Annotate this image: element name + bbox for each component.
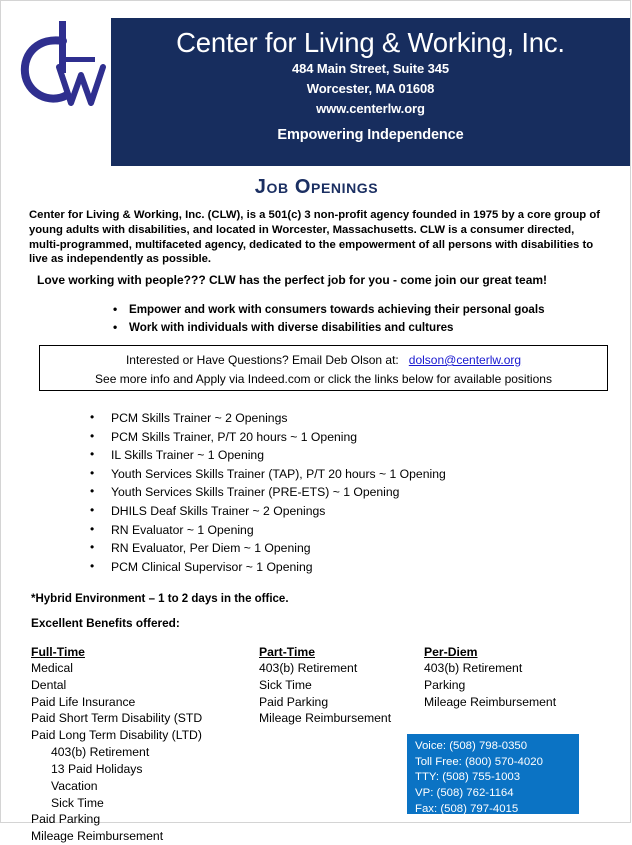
list-item: • Work with individuals with diverse disabilities and cultures — [111, 319, 611, 337]
list-item: Sick Time — [51, 795, 104, 810]
list-item: 13 Paid Holidays — [51, 761, 143, 776]
list-item: 403(b) Retirement — [424, 661, 523, 675]
organization-name: Center for Living & Working, Inc. — [176, 27, 565, 58]
list-item: Paid Long Term Disability (LTD) — [31, 728, 202, 743]
contact-email-prefix: Interested or Have Questions? Email Deb Olson at: — [125, 353, 399, 367]
list-item: Parking — [424, 677, 466, 692]
list-item: • Empower and work with consumers towards achieving their personal goals — [111, 301, 611, 319]
page-title: Job Openings — [254, 176, 379, 198]
duties-list — [111, 301, 611, 337]
column-heading: Full-Time — [31, 645, 85, 659]
list-item: Paid Short Term Disability (STD — [31, 711, 203, 726]
header-banner — [111, 18, 630, 166]
phone-tty: TTY: (508) 755-1003 — [415, 771, 521, 784]
list-item: Paid Parking — [259, 694, 329, 709]
list-item: Mileage Reimbursement — [31, 829, 164, 844]
list-item: 403(b) Retirement — [259, 661, 358, 675]
apply-instructions: See more info and Apply via Indeed.com or click the links below for available positions — [95, 371, 552, 386]
column-heading: Per-Diem — [424, 645, 478, 659]
job-opening-item[interactable]: • Youth Services Skills Trainer (PRE-ETS) ~ 1 Opening — [86, 483, 606, 502]
list-item: Paid Parking — [31, 812, 101, 827]
address-line-1: 484 Main Street, Suite 345 — [291, 60, 450, 76]
list-item: Paid Life Insurance — [31, 694, 136, 709]
tagline: Empowering Independence — [277, 127, 464, 144]
list-item: Mileage Reimbursement — [424, 694, 557, 709]
list-item: Medical — [31, 661, 73, 675]
phone-voice: Voice: (508) 798-0350 — [415, 740, 528, 752]
job-openings-list — [86, 409, 606, 576]
benefits-list — [424, 660, 604, 710]
job-opening-item[interactable]: • RN Evaluator, Per Diem ~ 1 Opening — [86, 539, 606, 558]
hook-line: Love working with people??? CLW has the perfect job for you - come join our great team! — [37, 273, 548, 287]
clw-logo-icon — [15, 17, 109, 113]
intro-paragraph: Center for Living & Working, Inc. (CLW), is a 501(c) 3 non-profit agency founded in 1975 by a core group of young adults with disabilities, and located in Worcester, Massachusetts. CLW is a consumer directed, multi-programmed, multifaceted agency, dedicated to the empowerment of all persons with disabilities to live as independently as possible. — [29, 209, 600, 266]
phone-fax: Fax: (508) 797-4015 — [415, 802, 519, 815]
list-item: Mileage Reimbursement — [259, 711, 392, 726]
benefits-column-part-time — [259, 645, 424, 727]
phone-toll-free: Toll Free: (800) 570-4020 — [415, 755, 543, 768]
list-item: 403(b) Retirement — [51, 745, 150, 760]
column-heading: Part-Time — [259, 645, 315, 659]
job-opening-item[interactable]: • RN Evaluator ~ 1 Opening — [86, 521, 606, 540]
email-link[interactable]: dolson@centerlw.org — [408, 353, 522, 367]
job-opening-item[interactable]: • DHILS Deaf Skills Trainer ~ 2 Openings — [86, 502, 606, 521]
job-opening-item[interactable]: • PCM Skills Trainer ~ 2 Openings — [86, 409, 606, 428]
phone-vp: VP: (508) 762-1164 — [415, 786, 514, 799]
list-item: Sick Time — [259, 677, 312, 692]
list-item: Vacation — [51, 778, 98, 793]
job-opening-item[interactable]: • PCM Clinical Supervisor ~ 1 Opening — [86, 558, 606, 577]
benefits-column-full-time — [31, 645, 256, 845]
benefits-list — [259, 660, 424, 727]
document-header — [1, 1, 632, 166]
benefits-list — [31, 660, 256, 845]
job-opening-item[interactable]: • IL Skills Trainer ~ 1 Opening — [86, 446, 606, 465]
list-item: Dental — [31, 677, 67, 692]
benefits-heading: Excellent Benefits offered: — [31, 616, 180, 630]
hybrid-environment-note: *Hybrid Environment – 1 to 2 days in the office. — [31, 593, 289, 605]
phone-contact-box — [407, 734, 579, 814]
job-opening-item[interactable]: • PCM Skills Trainer, P/T 20 hours ~ 1 Opening — [86, 428, 606, 447]
website-url: www.centerlw.org — [316, 100, 425, 116]
contact-callout-box — [39, 345, 608, 391]
contact-email-line — [40, 351, 607, 370]
job-opening-item[interactable]: • Youth Services Skills Trainer (TAP), P/T 20 hours ~ 1 Opening — [86, 465, 606, 484]
address-line-2: Worcester, MA 01608 — [306, 80, 435, 96]
benefits-column-per-diem — [424, 645, 604, 710]
